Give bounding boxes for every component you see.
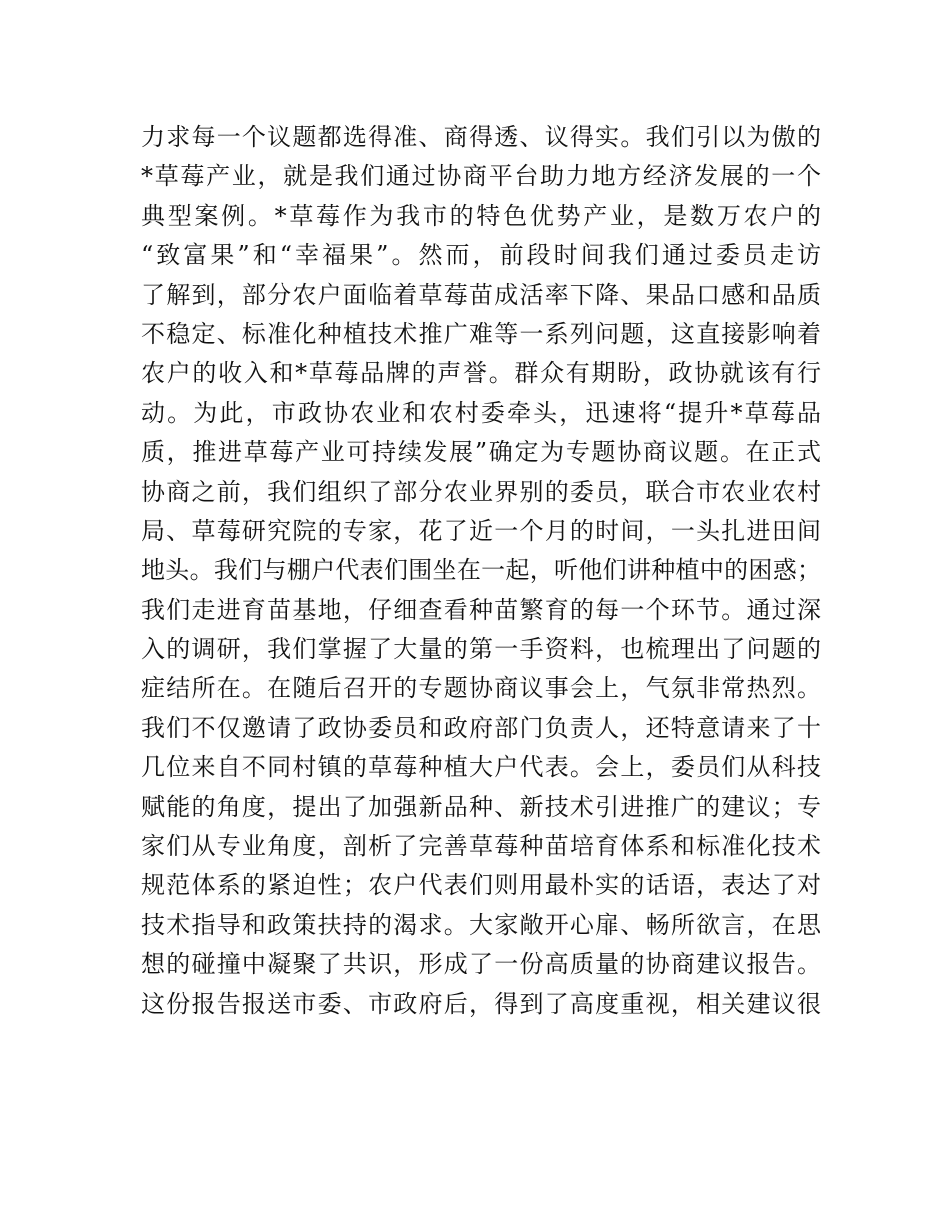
text-line: 不稳定、标准化种植技术推广难等一系列问题，这直接影响着 (141, 319, 821, 348)
text-line: *草莓产业，就是我们通过协商平台助力地方经济发展的一个 (141, 162, 821, 191)
text-line: 典型案例。*草莓作为我市的特色优势产业，是数万农户的 (141, 201, 821, 230)
text-line: 质，推进草莓产业可持续发展”确定为专题协商议题。在正式 (141, 438, 821, 467)
text-line: 协商之前，我们组织了部分农业界别的委员，联合市农业农村 (141, 477, 821, 506)
text-line: 几位来自不同村镇的草莓种植大户代表。会上，委员们从科技 (141, 753, 821, 782)
text-line: 这份报告报送市委、市政府后，得到了高度重视，相关建议很 (141, 989, 821, 1018)
text-line: 规范体系的紧迫性；农户代表们则用最朴实的话语，表达了对 (141, 871, 821, 900)
text-line: 症结所在。在随后召开的专题协商议事会上，气氛非常热烈。 (141, 674, 821, 703)
text-line: 想的碰撞中凝聚了共识，形成了一份高质量的协商建议报告。 (141, 950, 821, 979)
text-line: 农户的收入和*草莓品牌的声誉。群众有期盼，政协就该有行 (141, 359, 821, 388)
text-line: 局、草莓研究院的专家，花了近一个月的时间，一头扎进田间 (141, 516, 821, 545)
text-line: 技术指导和政策扶持的渴求。大家敞开心扉、畅所欲言，在思 (141, 910, 821, 939)
text-line: 动。为此，市政协农业和农村委牵头，迅速将“提升*草莓品 (141, 398, 821, 427)
body-paragraph (141, 118, 821, 1024)
text-line: “致富果”和“幸福果”。然而，前段时间我们通过委员走访 (141, 241, 821, 270)
text-line: 赋能的角度，提出了加强新品种、新技术引进推广的建议；专 (141, 792, 821, 821)
text-line: 入的调研，我们掌握了大量的第一手资料，也梳理出了问题的 (141, 635, 821, 664)
text-line: 力求每一个议题都选得准、商得透、议得实。我们引以为傲的 (141, 123, 821, 151)
text-line: 地头。我们与棚户代表们围坐在一起，听他们讲种植中的困惑； (141, 556, 821, 585)
text-line: 我们走进育苗基地，仔细查看种苗繁育的每一个环节。通过深 (141, 595, 821, 624)
text-line: 家们从专业角度，剖析了完善草莓种苗培育体系和标准化技术 (141, 832, 821, 861)
text-line: 了解到，部分农户面临着草莓苗成活率下降、果品口感和品质 (141, 280, 821, 309)
text-line: 我们不仅邀请了政协委员和政府部门负责人，还特意请来了十 (141, 713, 821, 742)
